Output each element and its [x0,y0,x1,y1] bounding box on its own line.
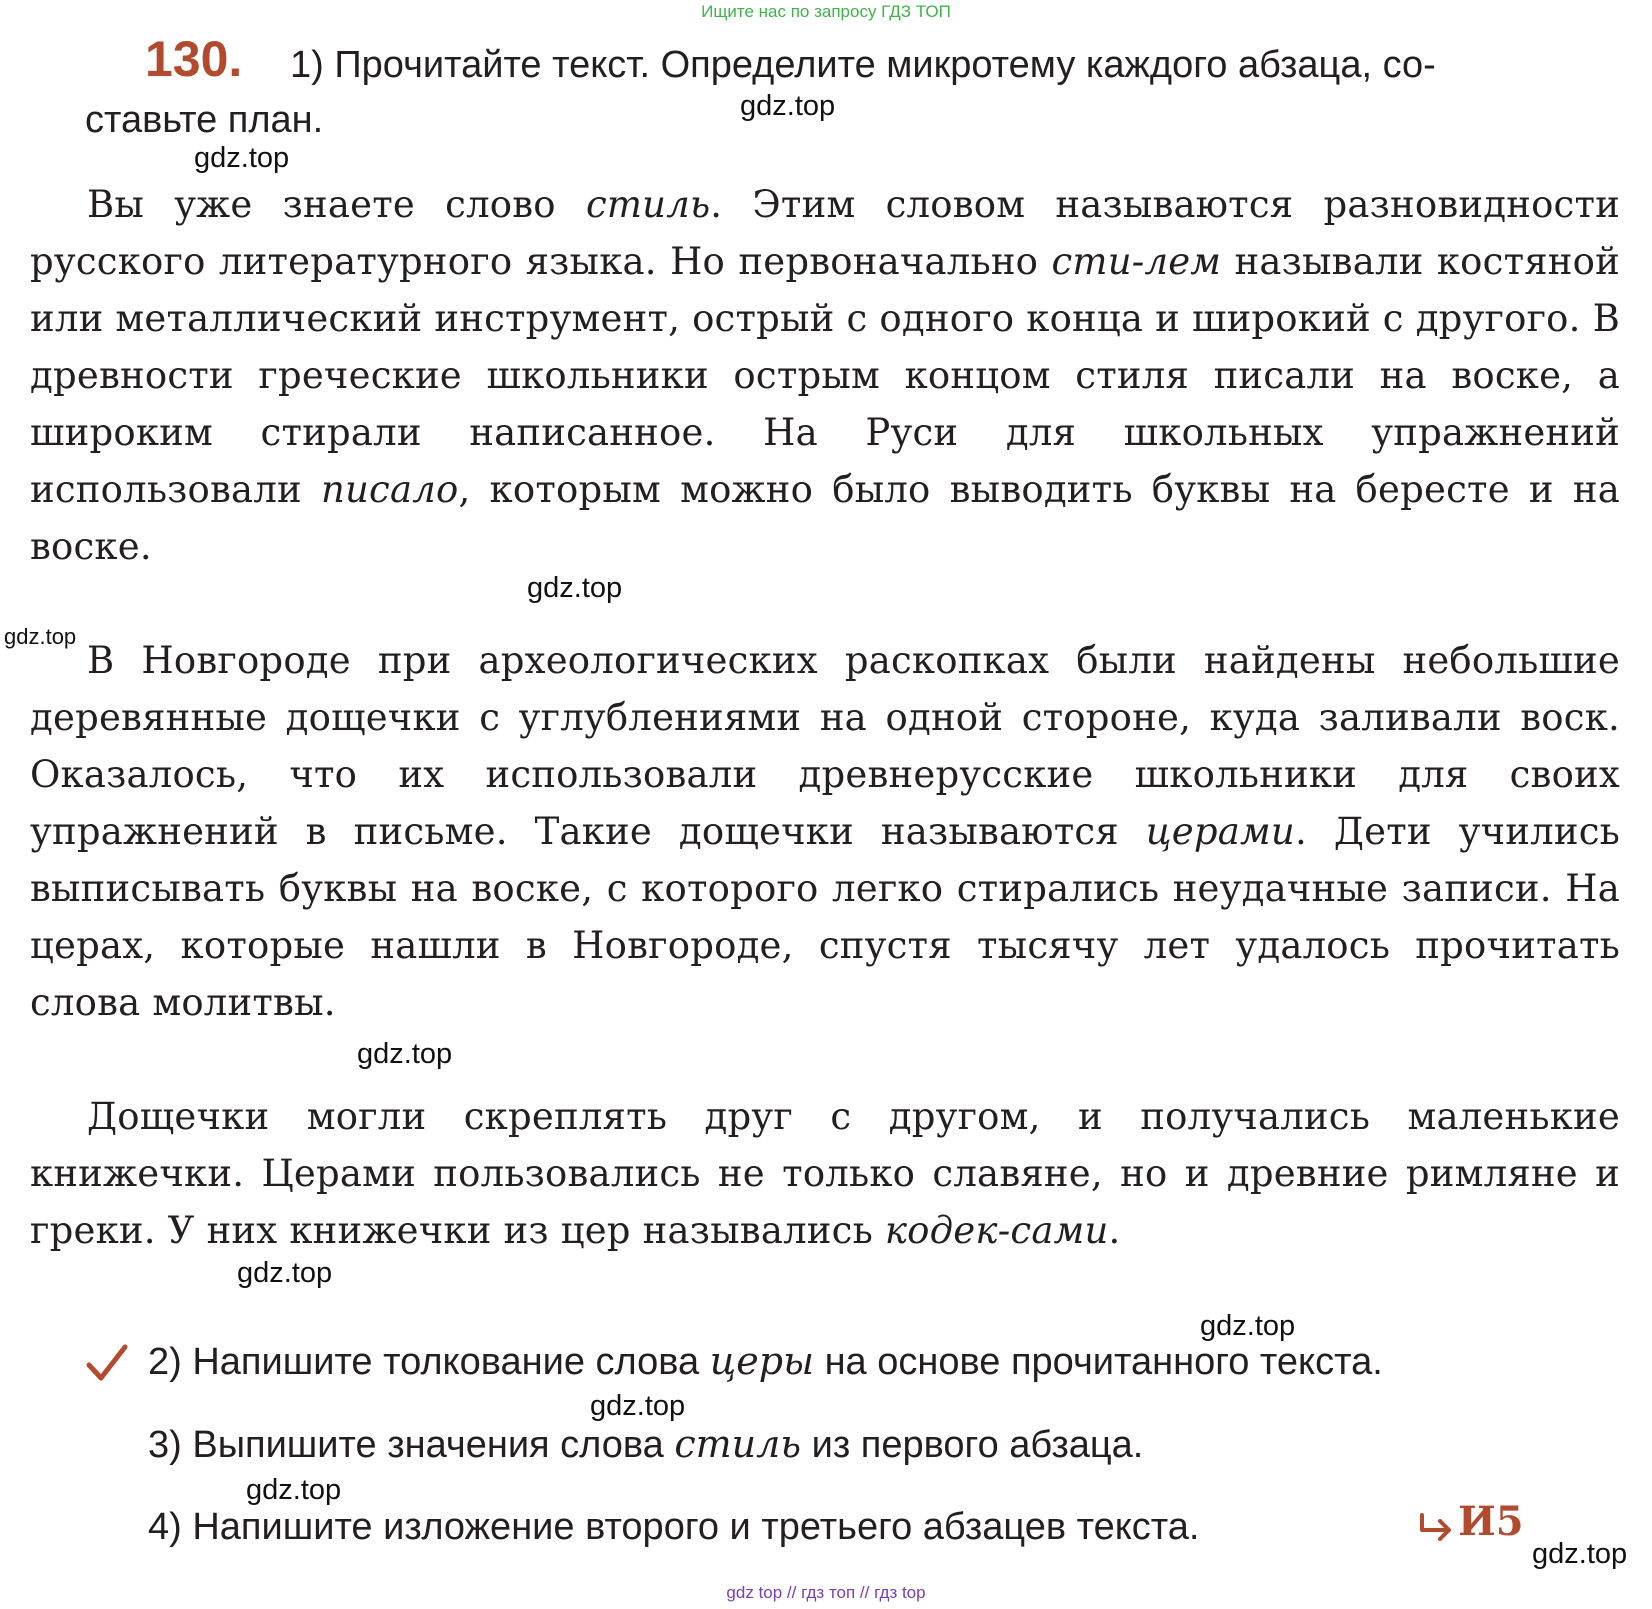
p1-text-3: называли костяной или металлический инструмент, острый с одного конца и широкий с другого. В древности греческие школьники острым концом стиля писали на воске, а широким стирали написанное. На Руси для школьных упражнений использовали [30,240,1620,511]
p2-term-1: церами [1145,810,1295,853]
task-2-term: церы [709,1339,815,1383]
task-4 [148,1502,1199,1552]
p3-text-2: . [1108,1209,1121,1252]
watermark: gdz.top [1200,1310,1296,1342]
watermark: gdz.top [246,1474,342,1506]
p1-text-4: , которым можно было выводить буквы на бересте и на воске. [30,468,1620,568]
paragraph-1 [30,176,1620,575]
paragraph-3 [30,1088,1620,1259]
reference-label: И5 [1458,1498,1524,1545]
watermark: gdz.top [194,142,290,174]
checkmark-icon [86,1343,128,1383]
paragraph-2 [30,632,1620,1031]
p1-text-1: Вы уже знаете слово [87,183,586,226]
watermark: gdz.top [527,572,623,604]
p3-text-1: Дощечки могли скреплять друг с другом, и получались маленькие книжечки. Церами пользовались не только славяне, но и древние римляне и греки. У них книжечки из цер назывались [30,1095,1620,1252]
task-3 [148,1419,1143,1470]
task-4-text: 4) Напишите изложение второго и третьего абзацев текста. [148,1506,1200,1548]
watermark: gdz.top [590,1390,686,1422]
task-3-text-a: 3) Выпишите значения слова [148,1424,675,1466]
watermark: gdz.top [357,1038,453,1070]
p1-term-2: сти-лем [1051,240,1222,283]
task-2 [148,1336,1383,1387]
exercise-number: 130. [145,31,243,87]
intro-line-1: 1) Прочитайте текст. Определите микротему каждого абзаца, со- [290,44,1436,86]
p1-term-3: писало [320,468,459,511]
watermark: gdz.top [1532,1538,1628,1570]
task-3-term: стиль [674,1422,802,1466]
p2-text-2: . Дети учились выписывать буквы на воске, с которого легко стирались неудачные записи. На церах, которые нашли в Новгороде, спустя тысячу лет удалось прочитать слова молитвы. [30,810,1620,1024]
p3-term-1: кодек-сами [884,1209,1109,1252]
watermark: gdz.top [4,624,77,649]
p1-term-1: стиль [585,183,711,226]
intro-line-2: ставьте план. [85,99,324,141]
task-3-text-b: из первого абзаца. [801,1424,1144,1466]
watermark: gdz.top [237,1257,333,1289]
task-2-text-a: 2) Напишите толкование слова [148,1341,710,1383]
reference-arrow-icon [1418,1512,1456,1544]
footer: gdz top // гдз топ // гдз top [726,1583,926,1602]
p1-text-2: . Этим словом называются разновидности русского литературного языка. Но первоначально [30,183,1620,283]
task-2-text-b: на основе прочитанного текста. [814,1341,1383,1383]
p2-text-1: В Новгороде при археологических раскопках были найдены небольшие деревянные дощечки с углублениями на одной стороне, куда заливали воск. Оказалось, что их использовали древнерусские школьники для своих упражнений в письме. Такие дощечки называются [30,639,1620,853]
top-banner: Ищите нас по запросу ГДЗ ТОП [701,2,951,21]
watermark: gdz.top [740,90,836,122]
